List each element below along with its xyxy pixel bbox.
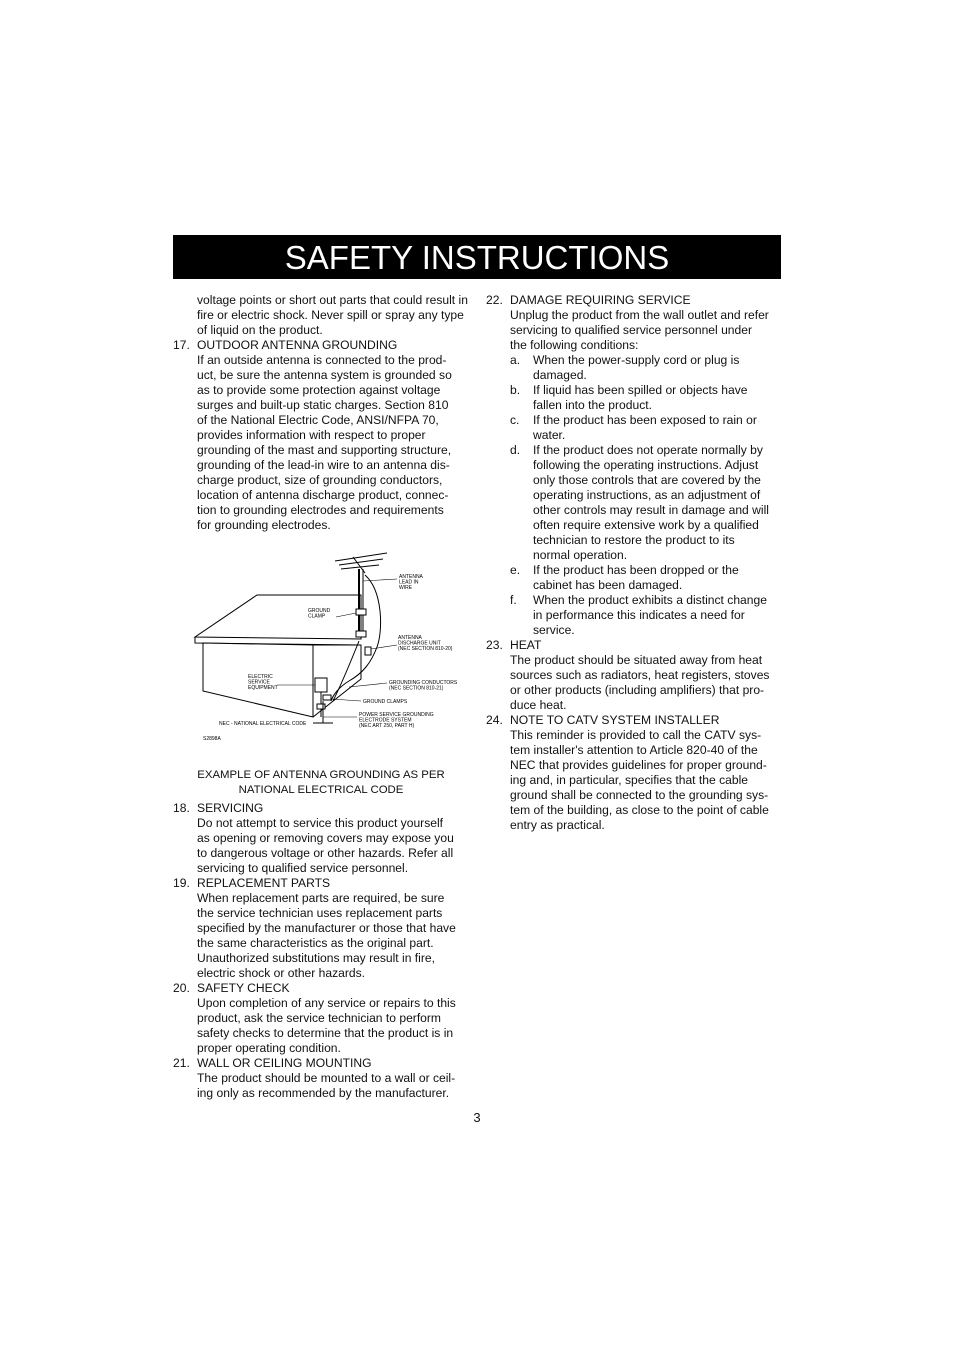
condition-d: d. If the product does not operate normally by following the operating instructions. Adjust only those controls that are covered by the operating instructions, as an adjustment of other controls may result in damage and will often require extensive work by a qualified technician to restore the product to its normal operation.: [510, 443, 769, 562]
svg-text:ANTENNADISCHARGE UNIT(NEC SECT: ANTENNA DISCHARGE UNIT (NEC SECTION 810-20): [398, 635, 453, 652]
item-22: [486, 293, 784, 638]
item-24: [486, 713, 784, 833]
label-grounding-conductors: GROUNDING CONDUCTORS: [389, 680, 458, 686]
continuation-text: voltage points or short out parts that could result in fire or electric shock. Never spill or spray any type of liquid on the product.: [197, 293, 468, 337]
item-title: WALL OR CEILING MOUNTING: [197, 1056, 372, 1070]
label-ground-clamps: GROUND CLAMPS: [363, 699, 408, 705]
item-body: This reminder is provided to call the CATV sys- tem installer's attention to Article 820-40 of the NEC that provides guidelines for proper ground- ing and, in particular, specifies that the cable ground shall be connected to the grounding sys- tem of the building, as close to the point of cable entry as practical.: [510, 728, 769, 832]
item-title: REPLACEMENT PARTS: [197, 876, 331, 890]
item-title: HEAT: [510, 638, 542, 652]
item-21: [173, 1056, 469, 1101]
page-title: SAFETY INSTRUCTIONS: [284, 238, 670, 276]
item-19: [173, 876, 469, 981]
antenna-grounding-figure: [173, 551, 469, 756]
item-number: 21.: [173, 1056, 190, 1070]
condition-b: b. If liquid has been spilled or objects have fallen into the product.: [510, 383, 748, 412]
label-power-service: POWER SERVICE GROUNDING: [359, 712, 434, 718]
item-number: 18.: [173, 801, 190, 815]
label-discharge-unit: ANTENNA: [398, 635, 422, 641]
item-body: When replacement parts are required, be sure the service technician uses replacement parts specified by the manufacturer or those that have the same characteristics as the original part. Unauthorized substitutions may result in fire, electric shock or other hazards.: [197, 891, 456, 980]
item-body: Upon completion of any service or repairs to this product, ask the service technician to perform safety checks to determine that the product is in proper operating condition.: [197, 996, 456, 1055]
svg-text:ANTENNALEAD INWIRE: ANTENNA LEAD IN WIRE: [399, 574, 423, 591]
condition-e: e. If the product has been dropped or the cabinet has been damaged.: [510, 563, 739, 592]
label-ground-clamp: GROUND: [308, 608, 331, 614]
right-column: [486, 293, 784, 833]
label-antenna-lead: ANTENNA: [399, 574, 423, 580]
electric-service-box: [315, 678, 327, 692]
svg-text:POWER SERVICE GROUNDINGELECTRO: POWER SERVICE GROUNDING ELECTRODE SYSTEM (NEC ART 250, PART H): [359, 712, 434, 729]
item-number: 19.: [173, 876, 190, 890]
item-title: SERVICING: [197, 801, 264, 815]
item-18: [173, 801, 469, 876]
page-number: 3: [473, 1110, 481, 1125]
item-title: NOTE TO CATV SYSTEM INSTALLER: [510, 713, 720, 727]
item-body: Do not attempt to service this product yourself as opening or removing covers may expose you to dangerous voltage or other hazards. Refer all servicing to qualified service personnel.: [197, 816, 454, 875]
condition-a: a. When the power-supply cord or plug is damaged.: [510, 353, 740, 382]
svg-text:ELECTRICSERVICEEQUIPMENT: ELECTRIC SERVICE EQUIPMENT: [248, 674, 278, 691]
condition-c: c. If the product has been exposed to rain or water.: [510, 413, 757, 442]
title-banner: [173, 235, 781, 279]
label-nec: NEC - NATIONAL ELECTRICAL CODE: [219, 721, 307, 727]
svg-text:GROUND CLAMPS: [363, 699, 408, 705]
figure-caption: EXAMPLE OF ANTENNA GROUNDING AS PER NATIONAL ELECTRICAL CODE: [197, 769, 445, 796]
item-body: The product should be mounted to a wall or ceil- ing only as recommended by the manufacturer.: [197, 1071, 456, 1100]
label-electric-service: ELECTRIC: [248, 674, 273, 680]
item-body: If an outside antenna is connected to the prod- uct, be sure the antenna system is grounded so as to provide some protection against voltage surges and built-up static charges. Section 810 of the National Electric Code, ANSI/NFPA 70, provides information with respect to proper grounding of the mast and supporting structure, grounding of the lead-in wire to an antenna dis- charge product, size of grounding conductors, location of antenna discharge product, connec- tion to grounding electrodes and requirements for grounding electrodes.: [197, 353, 452, 532]
item-number: 17.: [173, 338, 190, 352]
svg-text:GROUNDCLAMP: GROUND CLAMP: [308, 608, 331, 620]
label-figure-code: S2898A: [203, 736, 221, 742]
item-title: SAFETY CHECK: [197, 981, 290, 995]
left-column: [173, 293, 469, 1101]
item-23: [486, 638, 784, 713]
item-title: OUTDOOR ANTENNA GROUNDING: [197, 338, 398, 352]
svg-text:GROUNDING CONDUCTORS(NEC SECTI: GROUNDING CONDUCTORS (NEC SECTION 810-21): [389, 680, 458, 692]
item-body: Unplug the product from the wall outlet and refer servicing to qualified service personnel under the following conditions:: [510, 308, 769, 352]
item-title: DAMAGE REQUIRING SERVICE: [510, 293, 691, 307]
mast-ground-clamp: [356, 609, 366, 615]
antenna-grounding-diagram: [173, 551, 469, 756]
svg-text:NEC - NATIONAL ELECTRICAL CODE: [219, 721, 307, 727]
item-number: 23.: [486, 638, 503, 652]
svg-text:S2898A: [203, 736, 221, 742]
item-17: [173, 338, 469, 533]
item-number: 24.: [486, 713, 503, 727]
discharge-unit: [365, 647, 371, 655]
item-number: 20.: [173, 981, 190, 995]
item-number: 22.: [486, 293, 503, 307]
item-20: [173, 981, 469, 1056]
condition-f: f. When the product exhibits a distinct change in performance this indicates a need for service.: [510, 593, 767, 637]
item-body: The product should be situated away from heat sources such as radiators, heat registers, stoves or other products (including amplifiers) that pro- duce heat.: [510, 653, 770, 712]
